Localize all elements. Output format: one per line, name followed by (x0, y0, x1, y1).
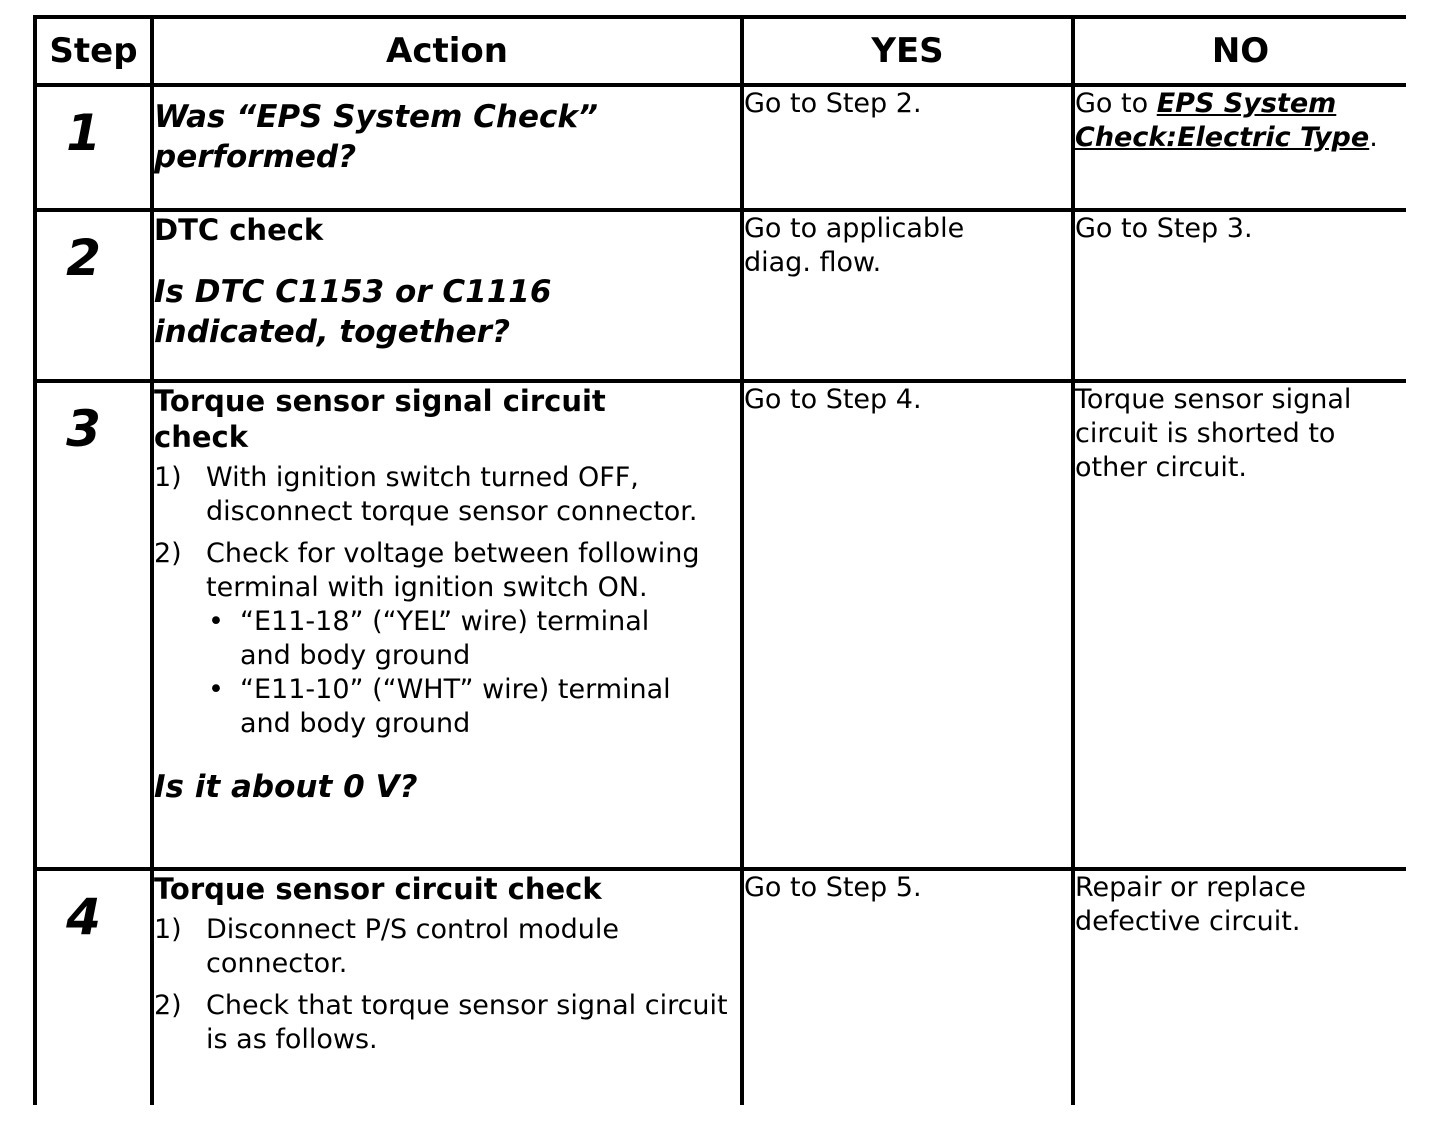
header-row (35, 17, 1406, 85)
bullet-list (154, 605, 740, 741)
diagnostic-flow-table (33, 15, 1406, 1105)
step-number: 3 (66, 400, 101, 458)
no-cell: Repair or replace defective circuit. (1073, 869, 1406, 1105)
question-text: Was “EPS System Check” performed? (154, 99, 598, 175)
list-item-text: Check for voltage between following terminal with ignition switch ON. (206, 538, 700, 603)
yes-cell: Go to Step 4. (742, 381, 1073, 869)
action-cell (152, 381, 742, 869)
list-item (154, 913, 740, 981)
step-cell (35, 210, 152, 381)
step-cell (35, 869, 152, 1105)
table-row (35, 85, 1406, 210)
header-yes: YES (742, 17, 1073, 85)
diagnostic-table-wrapper (33, 15, 1406, 1105)
bullet-dot: • (208, 606, 224, 637)
header-no: NO (1073, 17, 1406, 85)
list-item (154, 461, 740, 529)
bullet-text: “E11-10” (“WHT” wire) terminal and body ground (240, 674, 671, 739)
action-heading: Torque sensor signal circuit check (154, 384, 606, 454)
table-row (35, 210, 1406, 381)
question-text: Is it about 0 V? (154, 769, 418, 805)
list-item-number: 2) (154, 538, 182, 569)
eps-system-check-link[interactable]: EPS System Check:Electric Type (1075, 88, 1370, 153)
action-cell (152, 210, 742, 381)
yes-cell: Go to applicable diag. flow. (742, 210, 1073, 381)
bullet-item (206, 673, 740, 741)
step-number: 2 (66, 229, 101, 287)
list-item-text: Disconnect P/S control module connector. (206, 914, 620, 979)
bullet-dot: • (208, 674, 224, 705)
list-item-number: 1) (154, 462, 182, 493)
bullet-item (206, 605, 740, 673)
step-number: 4 (66, 888, 101, 946)
no-cell: Torque sensor signal circuit is shorted to other circuit. (1073, 381, 1406, 869)
table-row (35, 869, 1406, 1105)
no-cell: Go to Step 3. (1073, 210, 1406, 381)
bullet-text: “E11-18” (“YEL” wire) terminal and body ground (240, 606, 650, 671)
action-cell (152, 869, 742, 1105)
no-cell (1073, 85, 1406, 210)
action-heading: DTC check (154, 213, 324, 247)
action-heading: Torque sensor circuit check (154, 872, 602, 906)
list-item-text: Check that torque sensor signal circuit is as follows. (206, 990, 728, 1055)
step-cell (35, 381, 152, 869)
header-action: Action (152, 17, 742, 85)
action-cell (152, 85, 742, 210)
instruction-list (154, 913, 740, 1057)
list-item (154, 537, 740, 741)
question-text: Is DTC C1153 or C1116 indicated, together? (154, 274, 552, 350)
yes-cell: Go to Step 2. (742, 85, 1073, 210)
list-item-number: 2) (154, 990, 182, 1021)
instruction-list (154, 461, 740, 741)
table-row (35, 381, 1406, 869)
no-suffix: . (1369, 122, 1378, 153)
list-item-text: With ignition switch turned OFF, disconnect torque sensor connector. (206, 462, 698, 527)
step-cell (35, 85, 152, 210)
list-item (154, 989, 740, 1057)
header-step: Step (35, 17, 152, 85)
list-item-number: 1) (154, 914, 182, 945)
no-prefix: Go to (1075, 88, 1157, 119)
step-number: 1 (66, 104, 101, 162)
yes-cell: Go to Step 5. (742, 869, 1073, 1105)
